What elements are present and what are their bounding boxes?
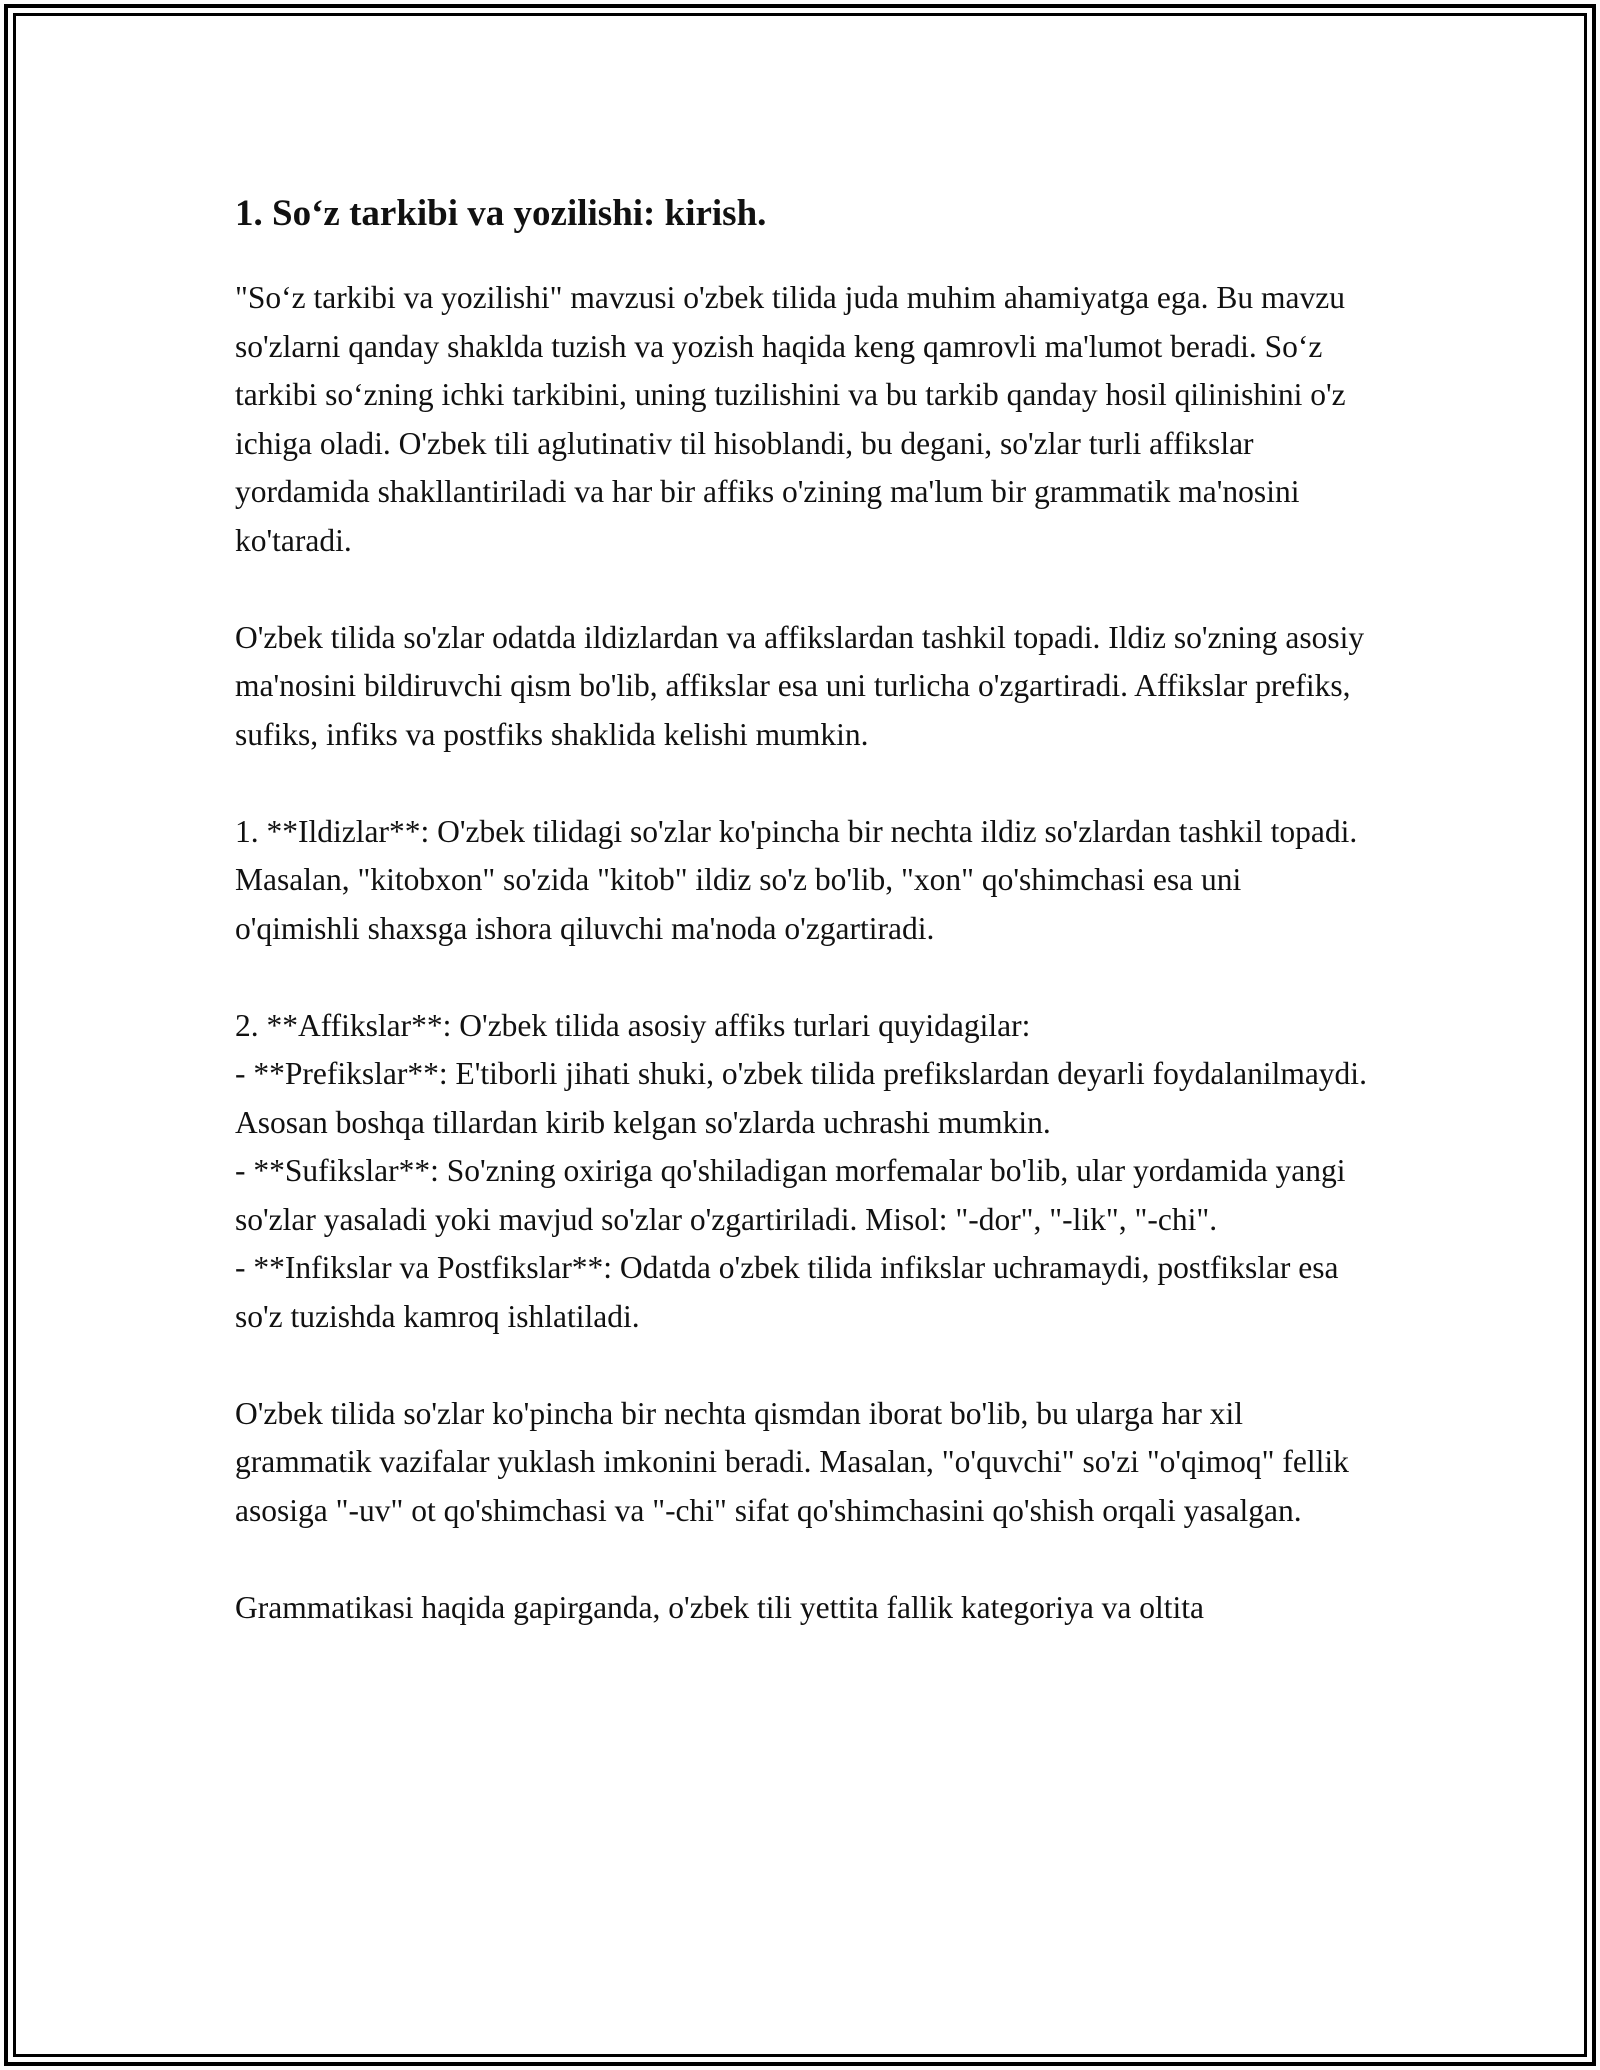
paragraph-roots-affixes: O'zbek tilida so'zlar odatda ildizlardan va affikslardan tashkil topadi. Ildiz so'zning asosiy ma'nosini bildiruvchi qism bo'lib, affikslar esa uni turlicha o'zgartiradi. Affikslar prefiks, sufiks, infiks va postfiks shaklida kelishi mumkin. — [235, 619, 1365, 752]
paragraph-grammar: Grammatikasi haqida gapirganda, o'zbek tili yettita fallik kategoriya va oltita — [235, 1589, 1205, 1625]
paragraph-spacer — [235, 565, 1370, 614]
paragraph-intro: "So‘z tarkibi va yozilishi" mavzusi o'zbek tilida juda muhim ahamiyatga ega. Bu mavzu so'zlarni qanday shaklda tuzish va yozish haqida keng qamrovli ma'lumot beradi. So‘z tarkibi so‘zning ichki tarkibini, uning tuzilishini va bu tarkib qanday hosil qilinishini o'z ichiga oladi. O'zbek tili aglutinativ til hisoblandi, bu degani, so'zlar turli affikslar yordamida shakllantiriladi va har bir affiks o'zining ma'lum bir grammatik ma'nosini ko'taradi. — [235, 280, 1346, 558]
document-body — [235, 184, 1370, 1632]
list-item-affixes: 2. **Affikslar**: O'zbek tilida asosiy affiks turlari quyidagilar: - **Prefikslar**: E'tiborli jihati shuki, o'zbek tilida prefikslardan deyarli foydalanilmaydi. Asosan boshqa tillardan kirib kelgan so'zlarda uchrashi mumkin. - **Sufikslar**: So'zning oxiriga qo'shiladigan morfemalar bo'lib, ular yordamida yangi so'zlar yasaladi yoki mavjud so'zlar o'zgartiriladi. Misol: "-dor", "-lik", "-chi". - **Infikslar va Postfikslar**: Odatda o'zbek tilida infikslar uchramaydi, postfikslar esa so'z tuzishda kamroq ishlatiladi. — [235, 1007, 1367, 1334]
list-item-roots: 1. **Ildizlar**: O'zbek tilidagi so'zlar ko'pincha bir nechta ildiz so'zlardan tashkil topadi. Masalan, "kitobxon" so'zida "kitob" ildiz so'z bo'lib, "xon" qo'shimchasi esa uni o'qimishli shaxsga ishora qiluvchi ma'noda o'zgartiradi. — [235, 813, 1358, 946]
paragraph-spacer — [235, 1341, 1370, 1390]
paragraph-word-parts: O'zbek tilida so'zlar ko'pincha bir nechta qismdan iborat bo'lib, bu ularga har xil grammatik vazifalar yuklash imkonini beradi. Masalan, "o'quvchi" so'zi "o'qimoq" fellik asosiga "-uv" ot qo'shimchasi va "-chi" sifat qo'shimchasini qo'shish orqali yasalgan. — [235, 1395, 1349, 1528]
paragraph-spacer — [235, 1535, 1370, 1584]
paragraph-spacer — [235, 953, 1370, 1002]
section-title: 1. So‘z tarkibi va yozilishi: kirish. — [235, 193, 767, 234]
paragraph-spacer — [235, 759, 1370, 808]
